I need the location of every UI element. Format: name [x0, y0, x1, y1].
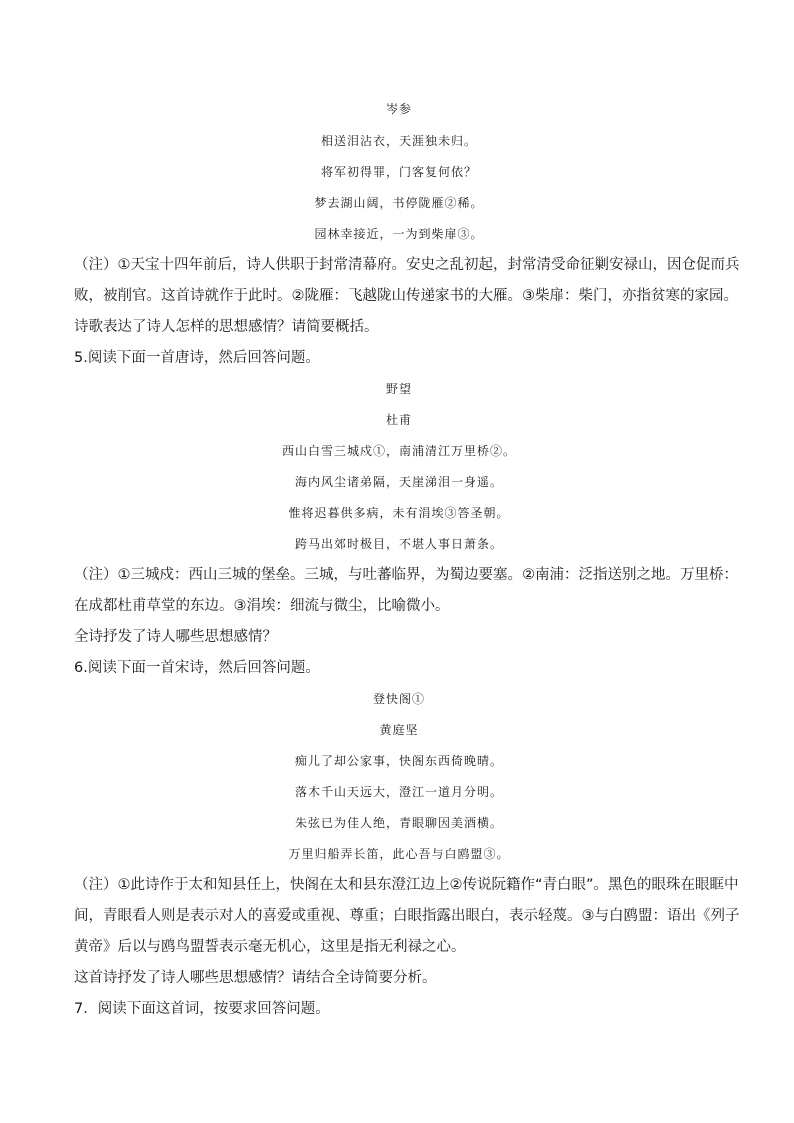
q5-line-3: 惟将迟暮供多病，未有涓埃③答圣朝。: [288, 506, 510, 520]
q6-title: 登快阁①: [372, 692, 425, 706]
document-page: [74, 96, 740, 1025]
q6-line-2: 落木千山天远大，澄江一道月分明。: [294, 785, 503, 799]
poem1-line-1: 相送泪沾衣，天涯独未归。: [320, 134, 477, 148]
q6-note-1: （注）①此诗作于太和知县任上，快阁在太和县东澄江边上②传说阮籍作“青白眼”。黑色的眼珠在眼眶中: [74, 877, 739, 893]
q7-intro: 7．阅读下面这首词，按要求回答问题。: [74, 1001, 330, 1017]
q6-note-3: 黄帝》后以与鸥鸟盟誓表示毫无机心，这里是指无利禄之心。: [74, 939, 466, 955]
q5-note-2: 在成都杜甫草堂的东边。③涓埃：细流与微尘，比喻微小。: [74, 598, 450, 614]
poem1-line-2: 将军初得罪，门客复何依？: [320, 165, 477, 179]
q6-author: 黄庭坚: [379, 723, 419, 737]
poem1-author: 岑参: [385, 102, 412, 116]
poem1-line-3: 梦去湖山阔，书停陇雁②稀。: [314, 196, 484, 210]
q5-line-1: 西山白雪三城戍①，南浦清江万里桥②。: [281, 444, 516, 458]
poem1-line-4: 园林幸接近，一为到柴扉③。: [314, 227, 484, 241]
q5-line-4: 跨马出郊时极目，不堪人事日萧条。: [294, 537, 503, 551]
q5-note-1: （注）①三城戍：西山三城的堡垒。三城，与吐蕃临界，为蜀边要塞。②南浦：泛指送别之地。万里桥：: [74, 567, 738, 583]
poem1-note-2: 败，被削官。这首诗就作于此时。②陇雁：飞越陇山传递家书的大雁。③柴扉：柴门，亦指贫寒的家园。: [74, 288, 738, 304]
poem1-note-1: （注）①天宝十四年前后，诗人供职于封常清幕府。安史之乱初起，封常清受命征剿安禄山，因仓促而兵: [74, 257, 740, 273]
q6-question: 这首诗抒发了诗人哪些思想感情？请结合全诗简要分析。: [74, 970, 437, 986]
q5-intro: 5.阅读下面一首唐诗，然后回答问题。: [74, 350, 320, 366]
q6-line-3: 朱弦已为佳人绝，青眼聊因美酒横。: [294, 816, 503, 830]
q5-line-2: 海内风尘诸弟隔，天崖涕泪一身遥。: [294, 475, 503, 489]
q6-line-1: 痴儿了却公家事，快阁东西倚晚晴。: [294, 754, 503, 768]
q5-author: 杜甫: [385, 413, 412, 427]
q6-intro: 6.阅读下面一首宋诗，然后回答问题。: [74, 660, 320, 676]
q6-note-2: 间，青眼看人则是表示对人的喜爱或重视、尊重；白眼指露出眼白，表示轻蔑。③与白鸥盟：语出《列子: [74, 908, 740, 924]
q6-line-4: 万里归船弄长笛，此心吾与白鸥盟③。: [288, 847, 510, 861]
poem1-question: 诗歌表达了诗人怎样的思想感情？请简要概括。: [74, 319, 379, 335]
q5-title: 野望: [385, 382, 412, 396]
q5-question: 全诗抒发了诗人哪些思想感情？: [74, 629, 277, 645]
